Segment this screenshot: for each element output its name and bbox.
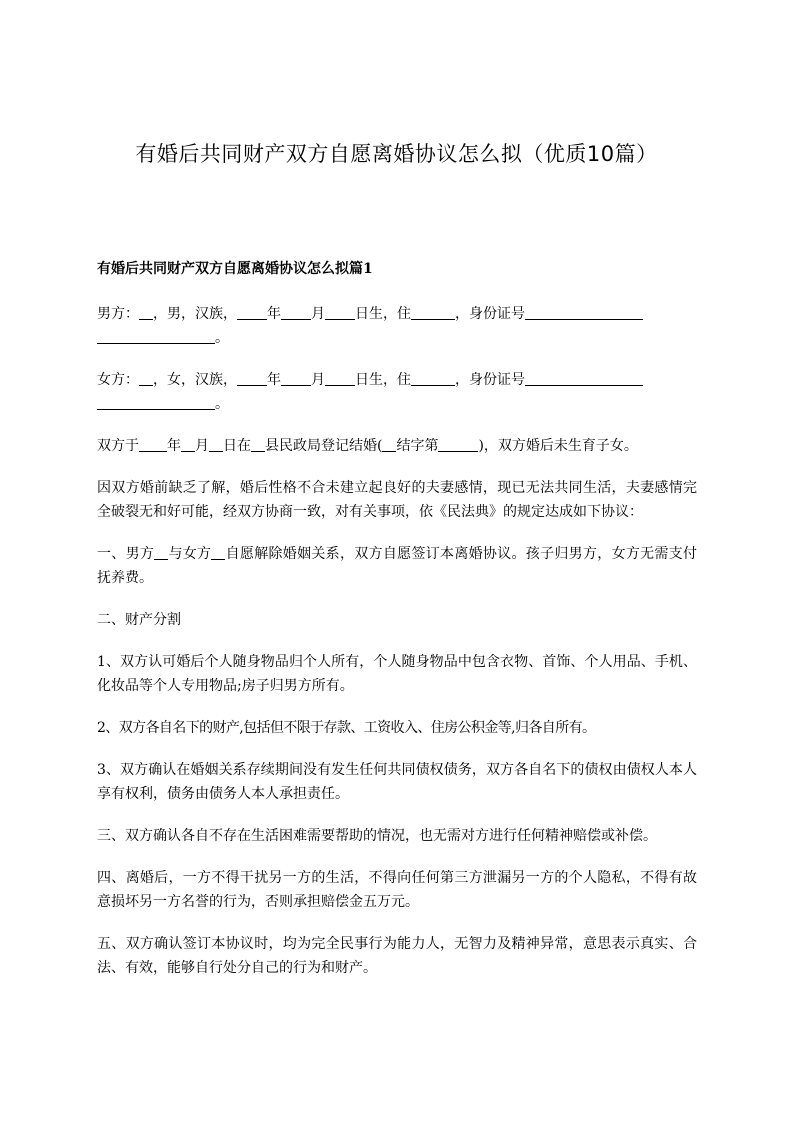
clause-one-paragraph: 一、男方 与女方 自愿解除婚姻关系，双方自愿签订本离婚协议。孩子归男方，女方无需支付抚养费。: [97, 542, 697, 590]
blank-year: [237, 369, 267, 386]
blank-day: [325, 303, 355, 320]
clause-four-paragraph: 四、离婚后，一方不得干扰另一方的生活，不得向任何第三方泄漏另一方的个人隐私，不得有故意损坏另一方名誉的行为，否则承担赔偿金五万元。: [97, 870, 697, 910]
blank-month: [181, 435, 195, 452]
section-heading: 有婚后共同财产双方自愿离婚协议怎么拟篇1: [97, 261, 373, 277]
blank-month: [281, 369, 311, 386]
blank-year: [237, 303, 267, 320]
blank-month: [281, 303, 311, 320]
property-division-heading: 二、财产分割: [97, 612, 181, 628]
female-party-line: 女方： ，女，汉族， 年 月 日生，住 ，身份证号 。: [97, 368, 697, 416]
clause-three-paragraph: 三、双方确认各自不存在生活困难需要帮助的情况，也无需对方进行任何精神赔偿或补偿。: [97, 828, 657, 844]
blank-day: [325, 369, 355, 386]
blank-cert-number: [438, 435, 478, 452]
reason-paragraph: 因双方婚前缺乏了解，婚后性格不合未建立起良好的夫妻感情，现已无法共同生活，夫妻感情完全破裂无和好可能，经双方协商一致，对有关事项，依《民法典》的规定达成如下协议：: [97, 480, 697, 520]
blank-male-name: [154, 543, 168, 560]
male-party-line: 男方： ，男，汉族， 年 月 日生，住 ，身份证号 。: [97, 302, 697, 350]
marriage-registration-paragraph: 双方于 年 月 日在 县民政局登记结婚( 结字第 )，双方婚后未生育子女。: [97, 434, 697, 458]
blank-address: [411, 303, 455, 320]
property-item-2: 2、双方各自名下的财产,包括但不限于存款、工资收入、住房公积金等,归各自所有。: [97, 720, 596, 736]
property-item-1: 1、双方认可婚后个人随身物品归个人所有，个人随身物品中包含衣物、首饰、个人用品、手机、化妆品等个人专用物品;房子归男方所有。: [97, 654, 697, 694]
document-body: [97, 302, 697, 998]
blank-cert-prefix: [382, 435, 396, 452]
blank-county: [251, 435, 265, 452]
blank-day: [209, 435, 223, 452]
blank-name: [139, 303, 153, 320]
property-item-3: 3、双方确认在婚姻关系存续期间没有发生任何共同债权债务，双方各自名下的债权由债权人本人享有权利，债务由债务人本人承担责任。: [97, 762, 697, 802]
blank-id-number-cont: [97, 327, 215, 344]
blank-year: [139, 435, 167, 452]
clause-five-paragraph: 五、双方确认签订本协议时，均为完全民事行为能力人，无智力及精神异常，意思表示真实、合法、有效，能够自行处分自己的行为和财产。: [97, 936, 697, 976]
blank-id-number: [525, 303, 643, 320]
document-title: 有婚后共同财产双方自愿离婚协议怎么拟（优质10篇）: [135, 142, 658, 166]
blank-id-number: [525, 369, 643, 386]
blank-name: [139, 369, 153, 386]
blank-address: [411, 369, 455, 386]
blank-female-name: [211, 543, 225, 560]
blank-id-number-cont: [97, 393, 215, 410]
